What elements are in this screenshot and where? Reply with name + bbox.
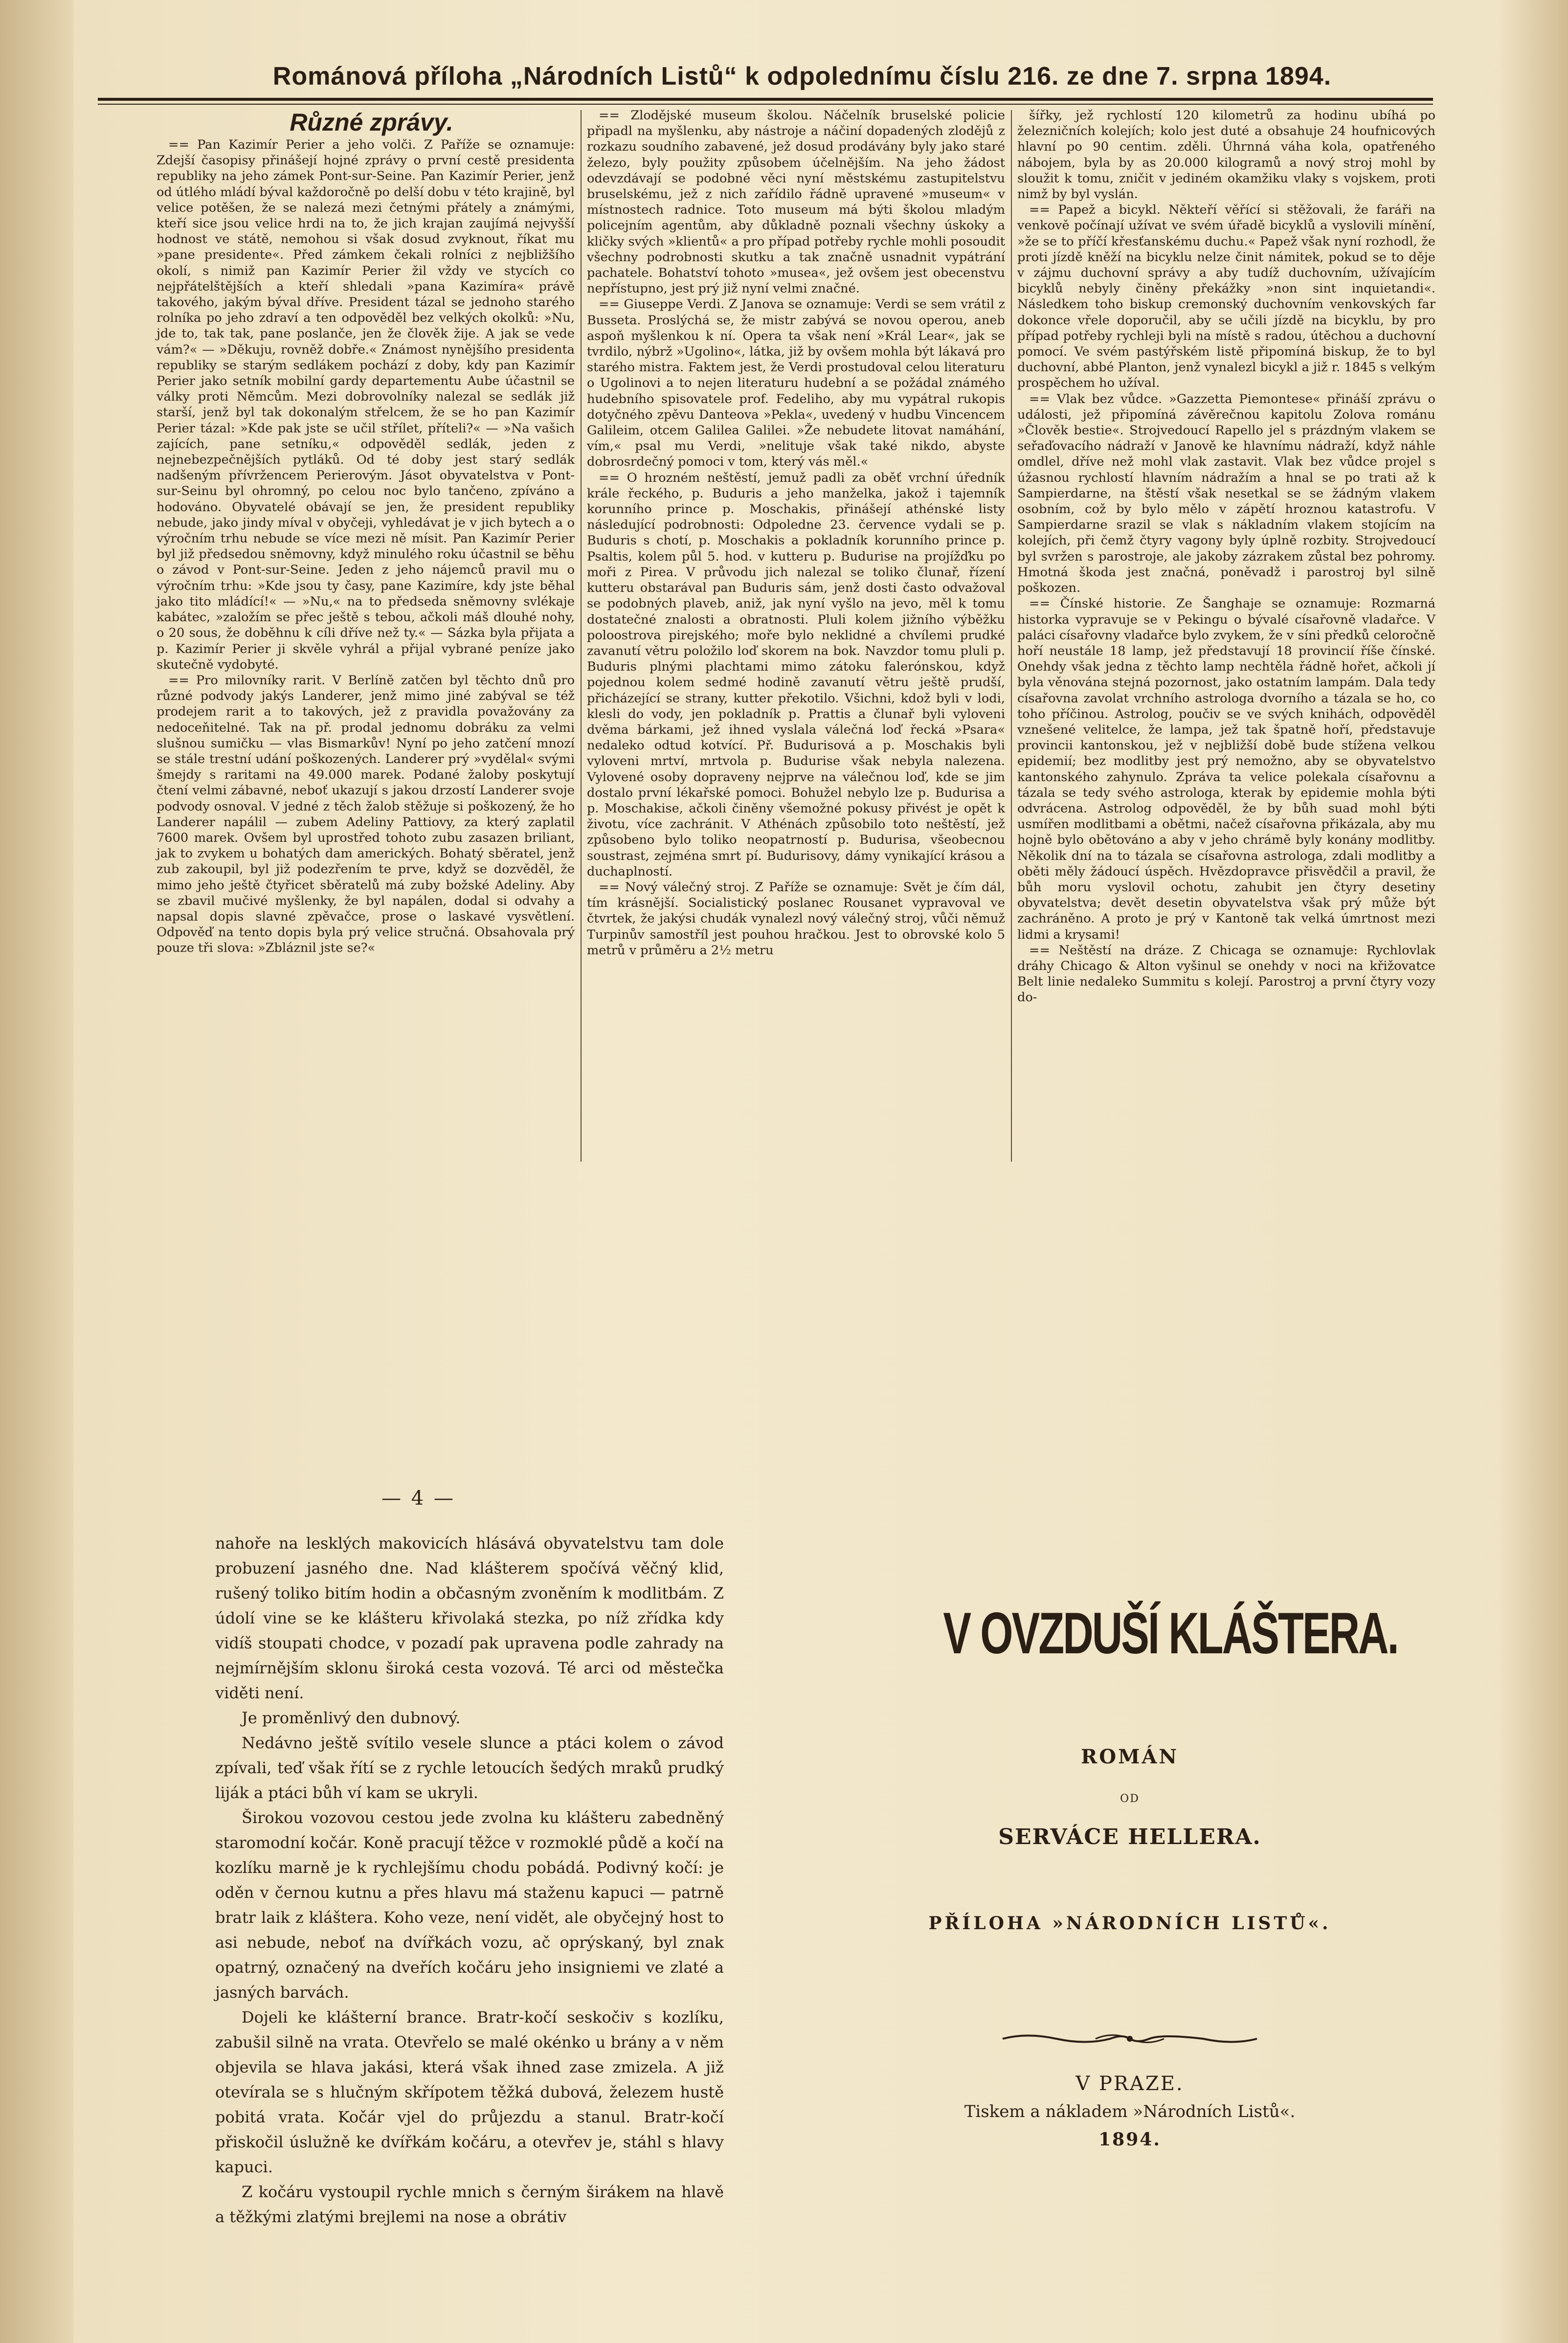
novel-title-page [871,1600,1398,2150]
news-item: == Nový válečný stroj. Z Paříže se oznamuje: Svět je čím dál, tím krásnější. Socialistický poslanec Rousanet vypravoval ve čtvrtek, že jakýsi chudák vynalezl nový válečný stroj, vůči němuž Turpinův samostříl jest pouhou hračkou. Jest to obrovské kolo 5 metrů v průměru a 2½ metru [587,879,1005,958]
column-separator [1011,110,1012,1162]
news-item: == Zlodějské museum školou. Náčelník bruselské policie připadl na myšlenku, aby nástroje a náčiní dopadených zlodějů z rozkazu soudního zabavené, jež dosud prodávány byly jako staré železo, byly použity způsobem účelnějším. Na jeho žádost odevzdávají se podobné věci nyní městskému zastupitelstvu bruselskému, jež z nich zařídilo řádně upravené »museum« v místnostech radnice. Toto museum má býti školou mladým policejním agentům, aby důkladně poznali všechny úskoky a kličky svých »klientů« a pro případ potřeby rychle mohli posoudit všechny podrobnosti skutku a tak značně usnadnit vypátrání pachatele. Bohatství tohoto »musea«, jež ovšem jest obecenstvu nepřístupno, jest prý již nyní velmi značné. [587,108,1005,296]
novel-title: V OVZDUŠÍ KLÁŠTERA. [943,1600,1398,1666]
news-item: == Pro milovníky rarit. V Berlíně zatčen byl těchto dnů pro různé podvody jakýs Landerer, jenž mimo jiné zabýval se též prodejem rarit a to takových, jež z pravidla považovány za nedoceňitelné. Tak na př. prodal jednomu dobráku za velmi slušnou sumičku — vlas Bismarkův! Nyní po jeho zatčení mnozí se stále trestní udání poškozených. Landerer prý »vydělal« svými šmejdy s raritami na 49.000 marek. Podané žaloby poskytují čtení velmi zábavné, neboť ukazují s jakou drzostí Landerer svoje podvody osnoval. V jedné z těch žalob stěžuje si poškozený, že ho Landerer napálil — zubem Adeliny Pattiovy, za který zaplatil 7600 marek. Ovšem byl uprostřed tohoto zubu zasazen briliant, jak to zvykem u bohatých dam amerických. Bohatý sběratel, jenž zub zakoupil, byl již podezřením te prve, když se dozvěděl, že mimo jeho ještě čtyřicet sběratelů má zuby božské Adeliny. Aby se zbavil mučivé myšlenky, že byl napálen, dodal si odvahy a napsal dopis slavné zpěvačce, prose o laskavé vysvětlení. Odpověď na tento dopis byla prý velice stručná. Obsahovala prý pouze tři slova: »Zbláznil jste se?« [157,673,575,956]
page-header: Románová příloha „Národních Listů“ k odpolednímu číslu 216. ze dne 7. srpna 1894. [272,62,1332,90]
header-rule-thin [98,104,1433,105]
novel-excerpt [215,1531,724,2226]
publication-year: 1894. [1098,2129,1161,2150]
page-edge-right [1500,0,1568,2343]
section-title: Různé zprávy. [290,109,453,136]
story-paragraph: Je proměnlivý den dubnový. [242,1709,461,1727]
news-item: == Giuseppe Verdi. Z Janova se oznamuje: Verdi se sem vrátil z Busseta. Proslýchá se, že mistr zabývá se novou operou, aneb aspoň myšlenkou k ní. Opera ta však není »Král Lear«, jak se tvrdilo, nýbrž »Ugolino«, látka, již by ovšem mohla být lákavá pro starého mistra. Faktem jest, že Verdi prostudoval celou literaturu o Ugolinovi a to nejen literaturu hudební a se požádal známého hudebního spisovatele prof. Fedeliho, aby mu vypátral rukopis dotyčného zpěvu Danteova »Pekla«, uvedený v hudbu Vincencem Galileim, otcem Galilea Galilei. »Že nebudete litovat namáhání, vím,« psal mu Verdi, »nelituje však také nikdo, abyste dobrosrdečný pomoci v tom, který vás měl.« [587,297,1005,470]
publication-place: V PRAZE. [1075,2073,1184,2095]
news-item: == Čínské historie. Ze Šanghaje se oznamuje: Rozmarná historka vypravuje se v Pekingu o bývalé císařovně vladařce. V paláci císařovny vladařce bylo zvykem, že v síni předků celoročně hoří neustále 18 lamp, jež představují 18 provincií říše čínské. Onehdy však jedna z těchto lamp nechtěla řádně hořet, ačkoli jí byla věnována stejná pozornost, jako ostatním lampám. Dala tedy císařovna zavolat vrchního astrologa dvorního a tázala se ho, co toho příčinou. Astrolog, poučiv se ve svých knihách, odpověděl vznešené velitelce, že lampa, jež tak špatně hoří, představuje provincii kantonskou, jež v nejbližší době bude stížena velkou epidemií; bez modlitby jest prý nemožno, aby se obyvatelstvo kantonského zahynulo. Zpráva ta velice polekala císařovnu a tázala se tedy svého astrologa, kterak by epidemie mohla býti odvrácena. Astrolog odpověděl, že by bůh suad mohl býti usmířen modlitbami a obětmi, načež císařovna přikázala, aby mu hojně bylo obětováno a aby v jeho chrámě byly konány modlitby. Několik dní na to tázala se císařovna astrologa, zdali modlitby a oběti měly žádoucí úspěch. Hvězdopravce přisvědčil a pravil, že bůh moru vyslovil ochotu, zahubit jen čtyry desetiny obyvatelstva; devět desetin obyvatelstva však prý může být zachráněno. A proto je prý v Kantoně tak velká úmrtnost mezi lidmi a krysami! [1017,596,1435,942]
news-item: == Vlak bez vůdce. »Gazzetta Piemontese« přináší zprávu o události, jež připomíná závěrečnou kapitolu Zolova románu »Člověk bestie«. Strojvedoucí Rapello jel s prázdným vlakem se seřaďovacího nádraží v Janově ke hlavnímu nádraží, když náhle omdlel, dříve než mohl vlak zastavit. Vlak bez vůdce projel s úžasnou rychlostí hlavním nádražím a hnal se po trati až k Sampierdarne, na štěstí však nesetkal se se žádným vlakem osobním, což by bylo mělo v zápětí hroznou katastrofu. V Sampierdarne srazil se vlak s nákladním vlakem stojícím na kolejích, při čemž čtyry vagony byly úplně rozbity. Strojvedoucí byl svržen s parostroje, ale jakoby zázrakem zůstal bez pohromy. Hmotná škoda jest značná, poněvadž i parostroj byl silně poškozen. [1017,391,1435,596]
ornament-divider [998,2031,1262,2046]
column-3 [1017,108,1435,1174]
header-rule [98,98,1433,101]
news-item: == O hrozném neštěstí, jemuž padli za oběť vrchní úředník krále řeckého, p. Buduris a jeho manželka, jakož i tajemník korunního prince p. Moschakis, přinášejí athénské listy následující podrobnosti: Odpoledne 23. července vydali se p. Buduris s chotí, p. Moschakis a pokladník korunního prince p. Psaltis, kolem půl 5. hod. v kutteru p. Budurise na projížďku po moři z Pirea. V průvodu jich nalezal se toliko člunař, řízení kutteru obstarával pan Buduris sám, jenž dosti často odvažoval se podobných plaveb, aniž, jak nyní vyšlo na jevo, měl k tomu dostatečné znalosti a obratnosti. Pluli kolem jižního výběžku poloostrova pirejského; moře bylo neklidné a chvílemi prudké zavanutí větru položilo loď skorem na bok. Navzdor tomu pluli p. Buduris plnými plachtami mimo zátoku falerónskou, když pojednou kolem sedmé hodině zavanutí větru ještě prudší, přicházející se strany, kutter překotilo. Všichni, kdož byli v lodi, klesli do vody, jen pokladník p. Prattis a člunař byli vyloveni dvěma bárkami, jež ihned vyslala válečná loď řecká »Psara« nedaleko odtud kotvící. Př. Budurisová a p. Moschakis byli vyloveni mrtví, mrtvola p. Budurise však nebyla nalezena. Vylovené osoby dopraveny nejprve na válečnou loď, kde se jim dostalo první lékařské pomoci. Bohužel nebylo lze p. Budurisa a p. Moschakise, ačkoli činěny všemožné pokusy přivést je opět k životu, více zachránit. V Athénách způsobilo toto neštěstí, jež způsobeno bylo toliko neopatrností p. Budurisa, všeobecnou soustrast, zejména smrt pí. Budurisovy, dámy vynikající krásou a duchaplností. [587,470,1005,879]
page-edge-left [0,0,73,2343]
column-1 [157,108,575,1174]
column-2 [587,108,1005,1174]
page-number: — 4 — [381,1487,455,1509]
printer-line: Tiskem a nákladem »Národních Listů«. [964,2102,1296,2121]
story-paragraph: Dojeli ke klášterní brance. Bratr-kočí seskočiv s kozlíku, zabušil silně na vrata. Otevřelo se malé okénko u brány a v něm objevila se hlava jakási, která však ihned zase zmizela. A již otevírala se s hlučným skřípotem těžká dubová, železem hustě pobitá vrata. Kočár vjel do průjezdu a stanul. Bratr-kočí přiskočil úslužně ke dvířkám kočáru, a otevřev je, stáhl s hlavy kapuci. [215,2008,724,2176]
genre-label: ROMÁN [1081,1745,1179,1768]
news-item: == Pan Kazimír Perier a jeho volči. Z Paříže se oznamuje: Zdejší časopisy přinášejí hojné zprávy o první cestě presidenta republiky na jeho zámek Pont-sur-Seine. Pan Kazimír Perier, jenž od útlého mládí býval každoročně po delší dobu v této krajině, byl velice potěšen, že se nalezá mezi četnými přátely a známými, kteří sice jsou velice hrdi na to, že jich krajan zaujímá nejvyšší hodnost ve státě, nemohou si však dosud zvyknout, říkat mu »pane presidente«. Před zámkem čekali rolníci z nejbližšího okolí, s nimiž pan Kazimír Perier žil vždy ve stycích co nejpřátelštějších a kteří shledali »pana Kazimíra« právě takového, jakým býval dříve. President tázal se jednoho starého rolníka po jeho zdraví a ten odpověděl bez velkých okolků: »Nu, jde to, tak tak, pane poslanče, jen že člověk žije. A jak se vede vám?« — »Děkuju, rovněž dobře.« Známost nynějšího presidenta republiky se starým sedlákem pochází z doby, kdy pan Kazimír Perier jako setník mobilní gardy departementu Aube účastnil se války proti Němcům. Mezi dobrovolníky nalezal se sedlák již starší, jenž byl tak dokonalým střelcem, že se ho pan Kazimír Perier tázal: »Kde pak jste se učil střílet, příteli?« — »Na vašich zajících, pane setníku,« odpověděl sedlák, jeden z nejnebezpečnějších pytláků. Od té doby jest starý sedlák nadšeným přívržencem Perierovým. Jásot obyvatelstva v Pont-sur-Seinu byl ohromný, po celou noc bylo tančeno, zpíváno a hodováno. Obyvatelé obávají se jen, že president republiky nebude, jako jindy míval v obyčeji, vyhledávat je v jich bytech a o výročním trhu nebude se více mezi ně mísit. Pan Kazimír Perier byl již předsedou sněmovny, když minulého roku účastnil se běhu o závod v Pont-sur-Seine. Jeden z jeho nájemců pravil mu o výročním trhu: »Kde jsou ty časy, pane Kazimíre, kdy jste běhal jako tito mládící!« — »Nu,« na to předseda sněmovny svlékaje kabátec, »založím se přec ještě s tebou, ačkoli máš dlouhé nohy, o 20 sous, že doběhnu k cíli dříve než ty.« — Sázka byla přijata a p. Kazimír Perier ji skvěle vyhrál a přijal vybrané peníze jako skutečně vydobyté. [157,137,575,672]
supplement-label: PŘÍLOHA »NÁRODNÍCH LISTŮ«. [928,1913,1331,1934]
by-label: OD [1120,1793,1140,1805]
story-paragraph: Z kočáru vystoupil rychle mnich s černým širákem na hlavě a těžkými zlatými brejlemi na nose a obrátiv [215,2183,724,2226]
story-paragraph: Nedávno ještě svítilo vesele slunce a ptáci kolem o závod zpívali, teď však řítí se z rychle letoucích šedých mraků prudký liják a ptáci bůh ví kam se ukryli. [215,1734,724,1802]
news-item: == Neštěstí na dráze. Z Chicaga se oznamuje: Rychlovlak dráhy Chicago & Alton vyšinul se onehdy v noci na křižovatce Belt linie nedaleko Summitu s kolejí. Parostroj a první čtyry vozy do- [1017,943,1435,1005]
story-paragraph: nahoře na lesklých makovicích hlásává obyvatelstvu tam dole probuzení jasného dne. Nad klášterem spočívá věčný klid, rušený toliko bitím hodin a občasným zvoněním k modlitbám. Z údolí vine se ke klášteru křivolaká stezka, po níž zřídka kdy vidíš stoupati chodce, v pozadí pak upravena podle zahrady na nejmírnějším sklonu široká cesta vozová. Té arci od městečka viděti není. [215,1534,724,1702]
news-item: == Papež a bicykl. Někteří věřící si stěžovali, že faráři na venkově počínají užívat ve svém úřadě bicyklů a vyslovili mínění, »že se to příčí křesťanskému duchu.« Papež však nyní rozhodl, že proti jízdě kněží na bicyklu nelze činit námitek, pokud se to děje v zájmu duchovní správy a aby tudíž duchovním, užívajícím bicyklů nebyly činěny překážky »non sint inquietandi«. Následkem toho biskup cremonský duchovním venkovských far dokonce vřele doporučil, aby se učili jízdě na bicyklu, by pro případ potřeby rychleji byli na místě s radou, útěchou a duchovní pomocí. Ve svém pastýřském listě připomíná biskup, že to byl duchovní, abbé Planton, jenž vynalezl bicykl a již r. 1845 s velkým prospěchem ho užíval. [1017,203,1435,391]
news-item: šířky, jež rychlostí 120 kilometrů za hodinu ubíhá po železničních kolejích; kolo jest duté a obsahuje 24 houfnicových hlavní po 90 centim. zděli. Úhrnná váha kola, opatřeného nábojem, byla by as 20.000 kilogramů a nový stroj mohl by sloužit k tomu, zničit v jediném okamžiku vlaky s vojskem, proti nimž by byl vyslán. [1017,108,1435,202]
author-name: SERVÁCE HELLERA. [998,1825,1261,1849]
story-paragraph: Širokou vozovou cestou jede zvolna ku klášteru zabedněný staromodní kočár. Koně pracují těžce v rozmoklé půdě a kočí na kozlíku marně je k rychlejšímu chodu pobádá. Podivný kočí: je oděn v černou kutnu a přes hlavu má staženu kapuci — patrně bratr laik z kláštera. Koho veze, není vidět, ale obyčejný host to asi nebude, neboť na dvířkách vozu, ač oprýskaný, byl znak opatrný, označený na dveřích kočáru jeho insigniemi ve zlaté a jasných barvách. [215,1808,724,2002]
column-separator [581,110,582,1162]
